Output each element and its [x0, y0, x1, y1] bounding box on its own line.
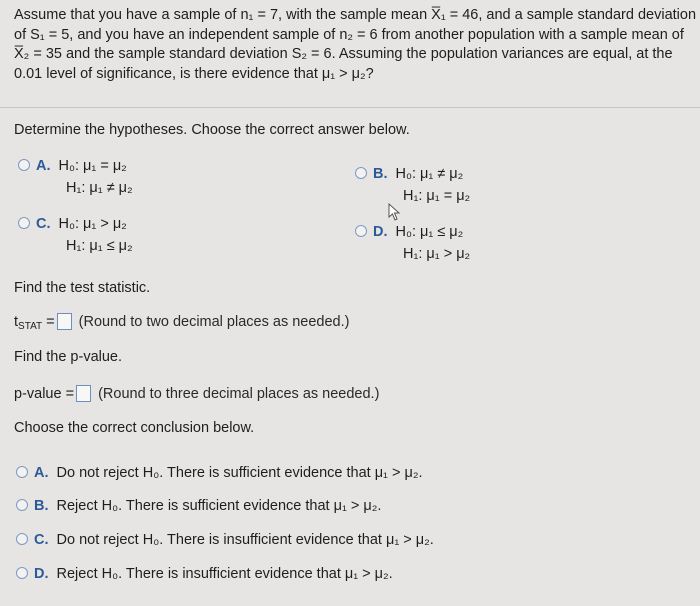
option-d-h1: H₁: μ₁ > μ₂	[403, 246, 471, 262]
option-letter: D.	[373, 224, 388, 240]
option-letter: C.	[34, 532, 49, 548]
problem-statement: Assume that you have a sample of n₁ = 7, with the sample mean X̅₁ = 46, and a sample standard deviation of S₁ = 5, and you have an independent sample of n₂ = 6 from another population with a sample mean of X̅₂ = 35 and the sample standard deviation S₂ = 6. Assuming the population variances are equal, at the 0.01 level of significance, is there evidence that μ₁ > μ₂?	[14, 7, 697, 82]
p-value-label: p-value =	[14, 386, 75, 402]
test-stat-hint: (Round to two decimal places as needed.)	[78, 314, 350, 330]
radio-conclusion-d[interactable]	[16, 567, 28, 579]
hypothesis-option-b[interactable]	[355, 163, 470, 207]
option-b-h1: H₁: μ₁ = μ₂	[403, 188, 471, 204]
conclusion-option-b[interactable]	[16, 498, 381, 514]
option-letter: A.	[36, 158, 51, 174]
option-a-h0: H₀: μ₁ = μ₂	[58, 158, 127, 174]
p-value-hint: (Round to three decimal places as needed.)	[98, 386, 380, 402]
option-letter: C.	[36, 216, 51, 232]
hypothesis-option-c[interactable]	[18, 213, 133, 257]
test-stat-prompt: Find the test statistic.	[14, 280, 151, 296]
p-value-row	[14, 385, 379, 402]
divider	[0, 107, 700, 108]
radio-conclusion-a[interactable]	[16, 466, 28, 478]
conclusion-d-text: Reject H₀. There is insufficient evidence that μ₁ > μ₂.	[56, 566, 393, 582]
radio-conclusion-c[interactable]	[16, 533, 28, 545]
test-stat-equals: =	[46, 314, 55, 330]
hypothesis-option-d[interactable]	[355, 221, 470, 265]
radio-b[interactable]	[355, 167, 367, 179]
test-stat-row	[14, 313, 349, 332]
conclusion-b-text: Reject H₀. There is sufficient evidence that μ₁ > μ₂.	[56, 498, 382, 514]
radio-c[interactable]	[18, 217, 30, 229]
conclusion-option-a[interactable]	[16, 465, 422, 481]
p-value-prompt: Find the p-value.	[14, 349, 123, 365]
radio-conclusion-b[interactable]	[16, 499, 28, 511]
test-stat-label-sub: STAT	[18, 321, 43, 332]
conclusion-c-text: Do not reject H₀. There is insufficient evidence that μ₁ > μ₂.	[56, 532, 434, 548]
hypotheses-prompt: Determine the hypotheses. Choose the correct answer below.	[14, 122, 410, 138]
option-letter: D.	[34, 566, 49, 582]
p-value-input[interactable]	[76, 385, 91, 402]
option-b-h0: H₀: μ₁ ≠ μ₂	[395, 166, 464, 182]
conclusion-option-d[interactable]	[16, 566, 393, 582]
option-d-h0: H₀: μ₁ ≤ μ₂	[395, 224, 464, 240]
option-c-h1: H₁: μ₁ ≤ μ₂	[66, 238, 133, 254]
hypothesis-option-a[interactable]	[18, 155, 133, 199]
mouse-pointer-icon	[388, 203, 402, 221]
radio-d[interactable]	[355, 225, 367, 237]
conclusion-prompt: Choose the correct conclusion below.	[14, 420, 255, 436]
test-stat-input[interactable]	[57, 313, 72, 330]
radio-a[interactable]	[18, 159, 30, 171]
option-letter: B.	[34, 498, 49, 514]
option-c-h0: H₀: μ₁ > μ₂	[58, 216, 127, 232]
conclusion-option-c[interactable]	[16, 532, 434, 548]
option-letter: B.	[373, 166, 388, 182]
option-a-h1: H₁: μ₁ ≠ μ₂	[66, 180, 133, 196]
test-stat-label: t	[14, 314, 19, 330]
conclusion-a-text: Do not reject H₀. There is sufficient evidence that μ₁ > μ₂.	[56, 465, 423, 481]
option-letter: A.	[34, 465, 49, 481]
